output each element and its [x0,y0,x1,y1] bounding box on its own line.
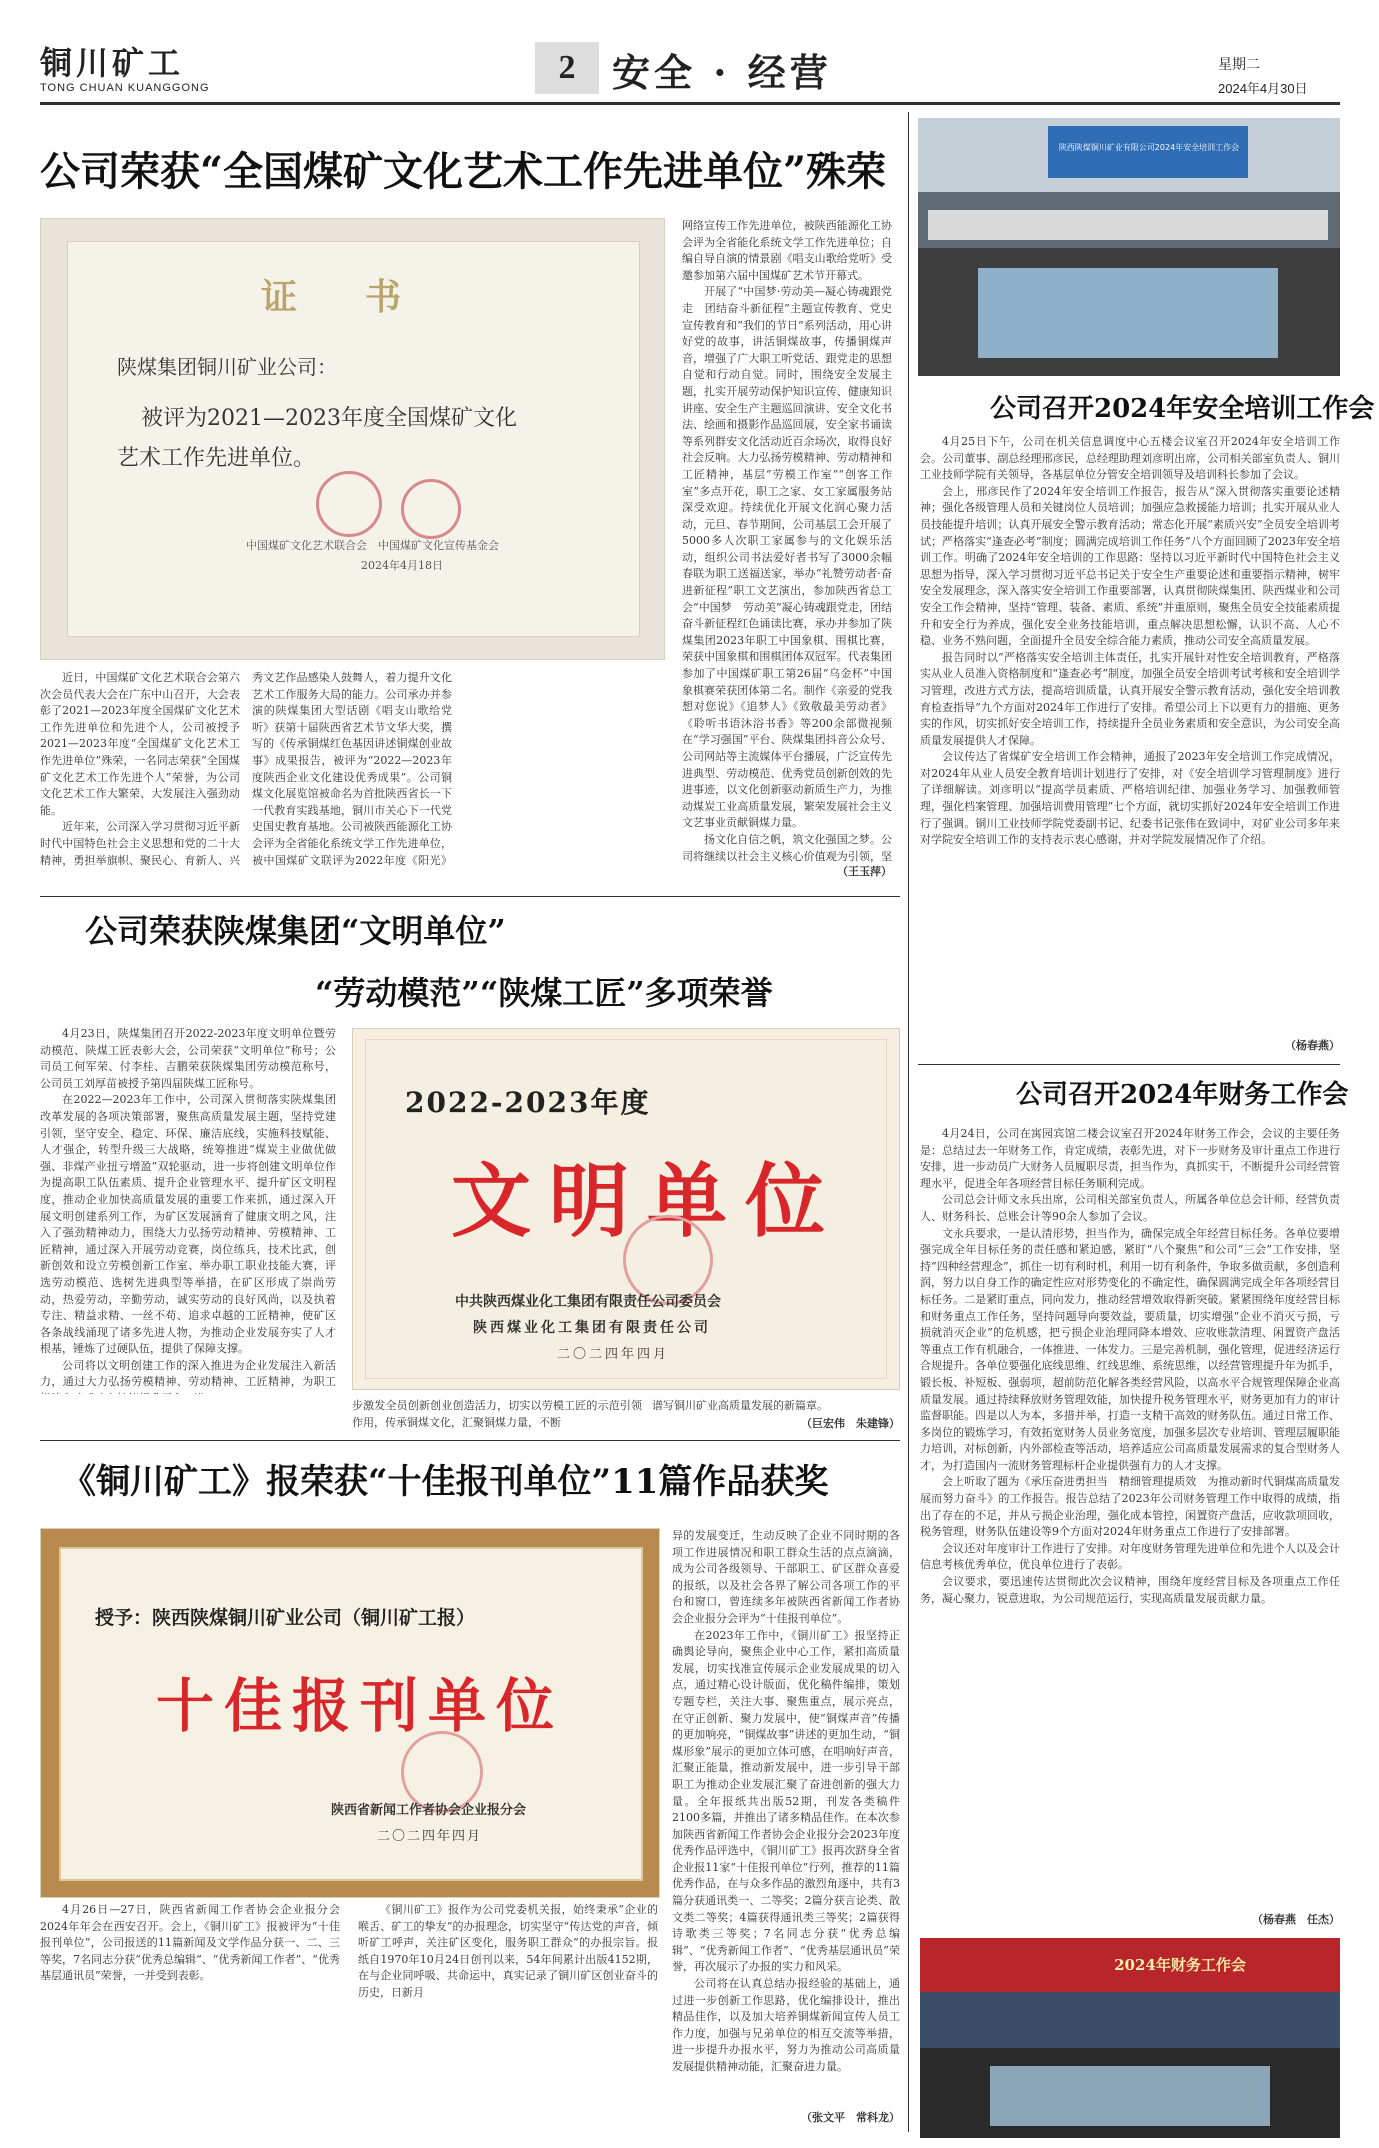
article2-certificate-photo [352,1028,900,1390]
article5-title: 公司召开2024年财务工作会 [1016,1080,1349,1110]
cert-date: 2024年4月18日 [361,559,443,572]
cert3-line: 授予：陕西陕煤铜川矿业公司（铜川矿工报） [95,1607,476,1629]
article2-col1: 4月23日，陕煤集团召开2022-2023年度文明单位暨劳动模范、陕煤工匠表彰大会，公司荣获“文明单位”称号；公司员工何军荣、付李桂、吉鹏荣获陕煤集团劳动模范称号，公司员工刘厚苗被授予第四届陕煤工匠称号。 在2022—2023年工作中，公司深入贯彻落实陕煤集团改革发展的各项决策部署，聚焦高质量发展主题，坚持党建引领，坚守安全、稳定、环保、廉洁底线，实施科技赋能、人才强企，转型升级三大战略，统筹推进“煤炭主业做优做强、非煤产业扭亏增盈”双轮驱动，进一步将创建文明单位作为提高职工队伍素质、提升企业管理水平、提升矿区文明程度，推动企业加快高质量发展的重要工作来抓，通过深入开展文明创建系列工作，为矿区发展涵育了健康文明之风，注入了强劲精神动力，围绕大力弘扬劳动精神、劳模精神、工匠精神，通过深入开展劳动竞赛，岗位练兵，技术比武，创新创效和设立劳模创新工作室、举办职工职业技能大赛，评选劳动模范、选树先进典型等举措，在矿区形成了崇尚劳动，热爱劳动，辛勤劳动，诚实劳动的良好风尚，以及执着专注、精益求精、一丝不苟、追求卓越的工匠精神，使矿区各条战线涌现了诸多先进人物，为推动企业发展夯实了人才根基，锤炼了过硬队伍，提供了保障支撑。 公司将以文明创建工作的深入推进为企业发展注入新活力，通过大力弘扬劳模精神、劳动精神、工匠精神，为职工 [40,1027,336,1389]
photo-banner-text: 陕西陕煤铜川矿业有限公司2024年安全培训工作会 [1058,143,1240,152]
article2-byline: （巨宏伟 朱建锋） [801,1417,900,1430]
page-number: 2 [535,42,599,94]
article2-col3: 谱写铜川矿业高质量发展的新篇章。 [652,1399,828,1412]
cert-title: 证 书 [261,276,418,318]
article3-byline: （张文平 常科龙） [801,2111,900,2124]
article5-byline: （杨春燕 任杰） [1252,1913,1340,1926]
cert-line2: 艺术工作先进单位。 [117,446,316,471]
cert3-date: 二〇二四年四月 [377,1829,483,1844]
cert2-issuer2: 陕西煤业化工集团有限责任公司 [473,1320,711,1336]
cert3-issuer: 陕西省新闻工作者协会企业报分会 [331,1803,527,1818]
article3-col3: 异的发展变迁，生动反映了企业不同时期的各项工作进展情况和职工群众生活的点点滴滴，成为公司各级领导、干部职工、矿区群众喜爱的报纸，以及社会各界了解公司各项工作的平台和窗口，曾连续多年被陕西省新闻工作者协会企业报分会评为“十佳报刊单位”。 在2023年工作中，《铜川矿工》报坚持正确舆论导向，聚焦企业中心工作，紧扣高质量发展，切实找准宣传展示企业发展成果的切入点，通过精心设计版面，优化稿件编排，策划专题专栏，关注大事、聚焦重点，展示亮点，在守正创新、聚力发展中，使“铜煤声音”传播的更加响亮，“铜煤故事”讲述的更加生动，“铜煤形象”展示的更加立体可感，在唱响好声音，汇聚正能量，推动新发展中，进一步引导干部职工为推动企业发展汇聚了奋进创新的强大力量。全年报纸共出版52期，刊发各类稿件2100多篇，并推出了诸多精品佳作。在本次参加陕西省新闻工作者协会企业报分会2023年度优秀作品评选中，《铜川矿工》报再次跻身全省企业报11家“十佳报刊单位”行列，推荐的11篇优秀作品，在与众多作品的激烈角逐中，共有3篇分获通讯类一、二等奖；2篇分获言论类、散文类二等奖；4篇获得通讯类三等奖；2篇获得诗歌类三等奖；7名同志分获“优秀总编辑”、“优秀新闻工作者”、“优秀基层通讯员”荣誉，再次展示了办报的实力和风采。 公司将在认真总结办报经验的基础上，通过进一步创新工作思路，优化编排设计，推出精品佳作，以及加大培养铜煤新闻宣传人员工作力度，加强与兄弟单位的相互交流等举措，进一步提升办报水平，努力为推动公司高质量发展提供精神动能，汇聚奋进力量。 [672,1529,900,2073]
article1-byline: （王玉萍） [837,865,892,878]
article5-meeting-photo [920,1938,1340,2138]
cert-issuer: 中国煤矿文化艺术联合会 中国煤矿文化宣传基金会 [246,539,499,552]
divider [40,896,900,897]
column-divider [908,112,909,2132]
article4-body: 4月25日下午，公司在机关信息调度中心五楼会议室召开2024年安全培训工作会。公司董事、副总经理邢彦民，总经理助理刘彦明出席，公司相关部室负责人、铜川工业技师学院有关领导，各基层单位分管安全培训领导及培训科长参加了会议。 会上，邢彦民作了2024年安全培训工作报告，报告从“深入贯彻落实重要论述精神；强化各级管理人员和关键岗位人员培训；加强应急救援能力培训；扎实开展从业人员技能提升培训；认真开展安全警示教育活动；常态化开展“素质兴安”全员安全培训考试；严格落实“逢查必考”制度；圆满完成培训工作任务”八个方面回顾了2023年安全培训工作。明确了2024年安全培训的工作思路：坚持以习近平新时代中国特色社会主义思想为指导，深入学习贯彻习近平总书记关于安全生产重要论述和重要指示精神，树牢安全发展理念，深入落实安全培训工作重要部署，认真贯彻陕煤集团、陕西煤业和公司安全工作会精神，坚持“管理、装备、素质、系统”并重原则，聚焦全员安全技能素质提升和安全行为养成，强化安全业务技能培训，重点解决思想松懈，认识不高、人心不稳、业务不熟问题，全面提升全员安全综合能力素质，推动公司安全高质量发展。 报告同时以“严格落实安全培训主体责任，扎实开展针对性安全培训教育，严格落实从业人员准入资格制度和“逢查必考”制度，加强全员安全培训考试考核和安全培训学习管理，改进方式方法，提高培训质量，认真开展安全警示教育活动，强化安全培训教育检查指导”九个方面对2024年工作进行了安排。希望公司上下以更有力的措施、更务实的作风，切实抓好安全培训工作，持续提升全员业务素质和安全意识，为公司安全高质量发展提供人才保障。 会议传达了省煤矿安全培训工作会精神，通报了2023年安全培训工作完成情况，对2024年从业人员安全教育培训计划进行了安排，对《安全培训学习管理制度》进行了详细解读。刘彦明以“提高学员素质、严格培训纪律、加强业务学习、加强教师管理，强化档案管理、加强培训费用管理”七个方面，就切实抓好2024年安全培训工作进行了强调。铜川工业技师学院党委副书记、纪委书记张伟在致词中，对矿业公司多年来对学院安全培训工作的支持表示衷心感谢，并对学院发展情况作了介绍。 [920,435,1340,847]
article1-title: 公司荣获“全国煤矿文化艺术工作先进单位”殊荣 [40,148,887,195]
cert-seal-2 [401,479,461,539]
cert-seal-1 [316,471,382,537]
page-section-title: 安全 · 经营 [612,50,832,95]
article2-title-line2: “劳动模范”“陕煤工匠”多项荣誉 [315,974,773,1012]
article2-title-line1: 公司荣获陕煤集团“文明单位” [85,912,506,950]
article4-byline: （杨春燕） [1285,1039,1340,1052]
cert3-big-title: 十佳报刊单位 [156,1672,565,1740]
photo-banner-text: 2024年财务工作会 [1114,1956,1246,1974]
weekday: 星期二 [1218,56,1260,72]
cert-recipient: 陕煤集团铜川矿业公司： [117,355,337,379]
masthead-logo: 铜川矿工 [40,44,185,82]
masthead-rule [40,102,1340,105]
article3-certificate-photo [40,1528,660,1898]
cert2-year: 2022-2023年度 [405,1086,651,1119]
article3-title: 《铜川矿工》报荣获“十佳报刊单位”11篇作品获奖 [62,1462,829,1502]
article1-col3: 网络宣传工作先进单位，被陕西能源化工协会评为全省能化系统文学工作先进单位；自编自导自演的情景剧《唱支山歌给党听》受邀参加第六届中国煤矿艺术节开幕式。 开展了“中国梦·劳动美—凝心铸魂跟党走 团结奋斗新征程”主题宣传教育、党史宣传教育和“我们的节日”系列活动，用心讲好党的故事，讲活铜煤故事，传播铜煤声音，增强了广大职工听党话、跟党走的思想自觉和行动自觉。同时，围绕安全发展主题，扎实开展劳动保护知识宣传、健康知识讲座、安全生产主题巡回演讲、安全文化书法、绘画和摄影作品巡回展，安全家书诵读等系列群安文化活动近百余场次，取得良好社会反响。大力弘扬劳模精神、劳动精神和工匠精神，基层“劳模工作室”“创客工作室”多点开花，职工之家、女工家属服务站深受欢迎。持续优化开展文化润心聚力活动，元旦、春节期间，公司基层工会开展了5000多人次职工家属参与的文化娱乐活动，组织公司书法爱好者书写了3000余幅春联为职工送福送家，举办“礼赞劳动者·奋进新征程”职工文艺演出，参加陕西省总工会“中国梦 劳动美”凝心铸魂跟党走，团结奋斗新征程红色诵读比赛，承办并参加了陕煤集团2023年职工中国象棋、围棋比赛，荣获中国象棋和围棋团体双冠军。代表集团参加了中国煤矿职工第26届“乌金杯”中国象棋赛荣获团体第二名。制作《亲爱的党我想对您说》《追梦人》《致敬最美劳动者》《聆听书语沐浴书香》等200余部微视频在“学习强国”平台、陕煤集团抖音公众号、公司网站等主流媒体平台播展，广泛宣传先进典型、劳动模范、优秀党员创新创效的先进事迹，以文化创新驱动新质生产力，为推动煤炭工业高质量发展，繁荣发展社会主义文艺事业贡献铜煤力量。 扬文化自信之帆，筑文化强国之梦。公司将继续以社会主义核心价值观为引领，坚 [682,219,892,863]
article4-meeting-photo [918,118,1340,376]
article3-col1: 4月26日—27日，陕西省新闻工作者协会企业报分会2024年年会在西安召开。会上，《铜川矿工》报被评为“十佳报刊单位”，公司报送的11篇新闻及文学作品分获一、二、三等奖，7名同志分获“优秀总编辑”、“优秀新闻工作者”、“优秀基层通讯员”荣誉，一并受到表彰。 [40,1903,340,1983]
article1-col2: 秀文艺作品感染人鼓舞人，着力提升文化艺术工作服务大局的能力。公司承办并参演的陕煤集团大型话剧《唱支山歌给党听》获第十届陕西省艺术节文华大奖，撰写的《传承铜煤红色基因讲述铜煤创业故事》成果报告，被评为“2022—2023年度陕西企业文化建设优秀成果”。公司铜煤文化展览馆被命名为首批陕西省长一下一代教育实践基地，铜川市关心下一代党史国史教育基地。公司被陕西能源化工协会评为全省能化系统文学工作先进单位，被中国煤矿文联评为2022年度《阳光》 [252,671,452,867]
divider [40,1440,900,1441]
article3-col2: 《铜川矿工》报作为公司党委机关报，始终秉承“企业的喉舌、矿工的挚友”的办报理念，切实坚守“传达党的声音，倾听矿工呼声，关注矿区变化，服务职工群众”的办报宗旨。报纸自1970年10月24日创刊以来，54年间累计出版4152期，在与企业同呼吸、共命运中，真实记录了铜川矿区创业奋斗的历史，日新月 [358,1903,658,1999]
article2-col2: 步激发全员创新创业创造活力，切实以劳模工匠的示范引领作用，传承铜煤文化，汇聚铜煤力量，不断 [352,1399,642,1429]
divider [918,1064,1340,1065]
cert2-big-title: 文明单位 [451,1154,843,1248]
masthead-pinyin: TONG CHUAN KUANGGONG [40,82,210,94]
cert-line1: 被评为2021—2023年度全国煤矿文化 [141,406,517,431]
article1-certificate-photo [40,218,665,660]
article1-col1: 近日，中国煤矿文化艺术联合会第六次会员代表大会在广东中山召开，大会表彰了2021—2023年度全国煤矿文化艺术工作先进单位和先进个人，公司被授予2021—2023年度“全国煤矿文化艺术工作先进单位”殊荣，一名同志荣获“全国煤矿文化艺术工作先进个人”荣誉，为公司文化艺术工作大繁荣、大发展注入强劲动能。 近年来，公司深入学习贯彻习近平新时代中国特色社会主义思想和党的二十大精神，勇担举旗帜、聚民心、育新人、兴 [40,671,240,867]
cert2-date: 二〇二四年四月 [557,1347,670,1362]
article5-body: 4月24日，公司在寓园宾馆二楼会议室召开2024年财务工作会，会议的主要任务是：总结过去一年财务工作，肯定成绩，表彰先进，对下一步财务及审计重点工作进行安排，进一步动员广大财务人员履职尽责，担当作为，真抓实干，不断提升公司经营管理水平，促进全年各项经营目标任务顺利完成。 公司总会计师文永兵出席，公司相关部室负责人，所属各单位总会计师、经营负责人、财务科长、总账会计等90余人参加了会议。 文永兵要求，一是认清形势，担当作为，确保完成全年经营目标任务。各单位要增强完成全年目标任务的责任感和紧迫感，紧盯“八个聚焦”和公司“三会”工作安排，坚持“四种经营理念”，抓住一切有利时机，利用一切有利条件，争取多做贡献，多创造利润，努力以自身工作的确定性应对形势变化的不确定性，确保圆满完成全年各项经营目标任务。二是紧盯重点，同向发力，推动经营增效取得新突破。紧紧围绕年度经营目标和财务重点工作任务，坚持问题导向要效益，要质量，切实增强“企业不消灭亏损，亏损就消灭企业”的危机感，把亏损企业治理同降本增效、应收账款清理、闲置资产盘活等重点工作有机融合，一体推进、一体发力。三是完善机制，强化管理，促进经济运行合规提升。各单位要强化底线思维、红线思维、系统思维，以经营管理提升年为抓手，锻长板、补短板、强弱项，超前防范化解各类经营风险，以高水平合规管理保障企业高质量发展。通过持续释放财务管理效能，加快提升税务管理水平，财务更加有力的审计监督职能。四是以人为本，多措并举，打造一支精干高效的财务队伍。通过日常工作、多岗位的锻炼学习，有效拓宽财务人员业务宽度，加强多层次专业培训、管理层履职能力培训，对标创新，内外部检查等活动，培养适应公司高质量发展需求的复合型财务人才，为打造国内一流财务管理标杆企业提供强有力的人才支撑。 会上听取了题为《承压奋进勇担当 精细管理提质效 为推动新时代铜煤高质量发展而努力奋斗》的工作报告。报告总结了2023年公司财务管理工作中取得的成绩，指出了存在的不足，并从亏损企业治理，强化成本管控，闲置资产盘活，应收款项回收，税务管理，财务队伍建设等9个方面对2024年财务重点工作进行了安排部署。 会议还对年度审计工作进行了安排。对年度财务管理先进单位和先进个人以及会计信息考核优秀单位，优良单位进行了表彰。 会议要求，要迅速传达贯彻此次会议精神，围绕年度经营目标及各项重点工作任务，凝心聚力，锐意进取，为公司规范运行，实现高质量发展贡献力量。 [920,1127,1340,1605]
cert2-issuer1: 中共陕西煤业化工集团有限责任公司委员会 [455,1294,721,1310]
article4-title: 公司召开2024年安全培训工作会 [990,394,1375,424]
issue-date: 2024年4月30日 [1218,81,1308,96]
